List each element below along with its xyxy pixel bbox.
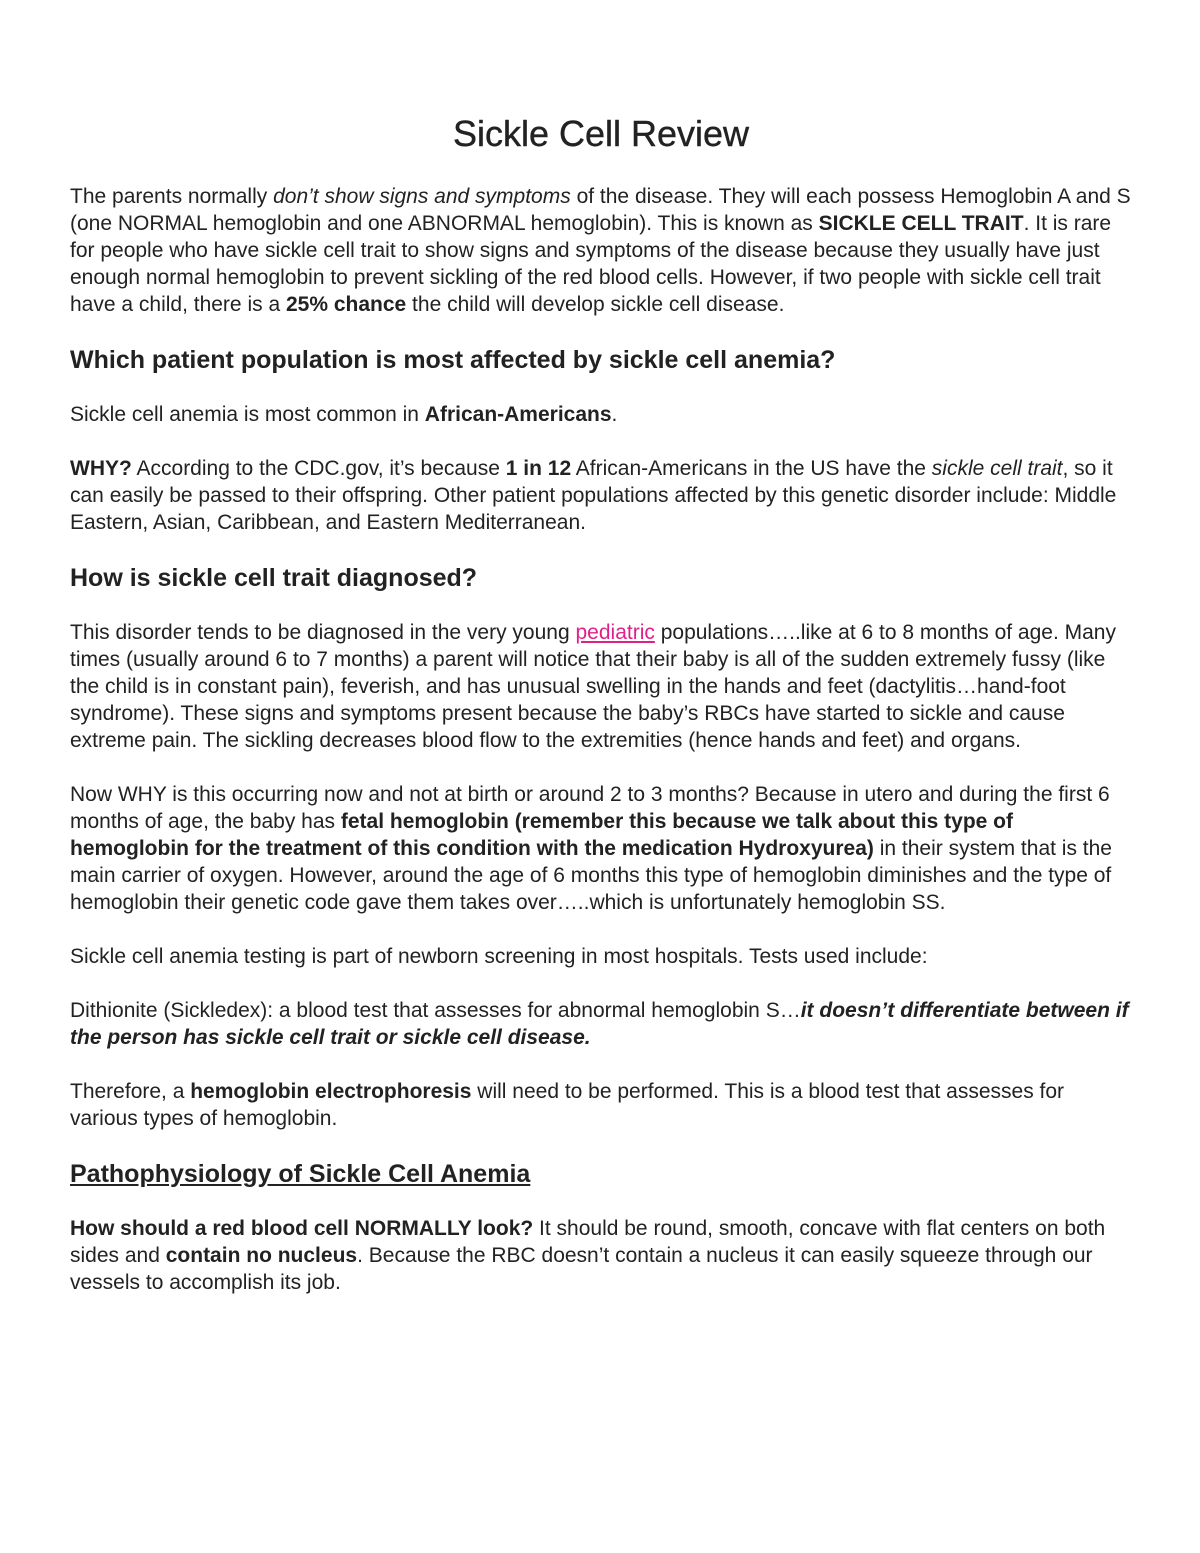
paragraph-sickle-cell-trait: [70, 183, 1132, 318]
heading-diagnosed: How is sickle cell trait diagnosed?: [70, 564, 478, 593]
document-page: [70, 112, 1132, 1323]
text: Therefore, a: [70, 1080, 191, 1104]
bold-text: African-Americans: [424, 403, 612, 427]
bold-text: WHY?: [70, 457, 132, 481]
text: This disorder tends to be diagnosed in the very young: [70, 621, 576, 645]
text: . It is rare for people who have sickle cell trait to show signs and symptoms of the disease because they usually have just enough normal hemoglobin to prevent sickling of the red blood cells. However, if two people with sickle cell trait have a child, there is a: [70, 212, 1112, 317]
text: , so it can easily be passed to their offspring. Other patient populations affected by this genetic disorder include: Middle Eastern, Asian, Caribbean, and Eastern Mediterranean.: [70, 457, 1117, 535]
text: According to the CDC.gov, it’s because: [131, 457, 506, 481]
text: populations…..like at 6 to 8 months of age. Many times (usually around 6 to 7 months) a parent will notice that their baby is all of the sudden extremely fussy (like the child is in constant pain), feverish, and has unusual swelling in the hands and feet (dactylitis…hand-foot syndrome). These signs and symptoms present because the baby’s RBCs have started to sickle and cause extreme pain. The sickling decreases blood flow to the extremities (hence hands and feet) and organs.: [70, 621, 1116, 753]
bold-text: 25% chance: [285, 293, 407, 317]
bold-text: 1 in 12: [505, 457, 572, 481]
bold-text: contain no nucleus: [165, 1244, 358, 1268]
paragraph-dithionite: [70, 997, 1132, 1051]
text: The parents normally: [70, 185, 274, 209]
text: the child will develop sickle cell disease.: [406, 293, 785, 317]
bold-text: fetal hemoglobin (remember this because we talk about this type of hemoglobin for the treatment of this condition with the medication Hydroxyurea): [70, 810, 1013, 861]
text: .: [611, 403, 618, 427]
text: Dithionite (Sickledex): a blood test that assesses for abnormal hemoglobin S…: [70, 999, 801, 1023]
bold-text: How should a red blood cell NORMALLY look?: [70, 1217, 534, 1241]
bold-text: SICKLE CELL TRAIT: [818, 212, 1024, 236]
text: of the disease. They will each possess Hemoglobin A and S (one NORMAL hemoglobin and one ABNORMAL hemoglobin). This is known as: [70, 185, 1131, 236]
bold-italic-inner: it doesn’t differentiate between if the person has sickle cell trait or sickle cell disease.: [70, 999, 1129, 1050]
paragraph-diagnosis-age: [70, 619, 1132, 754]
paragraph-newborn-screening: Sickle cell anemia testing is part of newborn screening in most hospitals. Tests used include:: [70, 945, 928, 969]
document-title: Sickle Cell Review: [452, 113, 750, 154]
paragraph-why: [70, 455, 1132, 536]
italic-text: don’t show signs and symptoms: [273, 185, 571, 209]
text: will need to be performed. This is a blood test that assesses for various types of hemoglobin.: [70, 1080, 1065, 1131]
text: Sickle cell anemia is most common in: [70, 403, 425, 427]
text: Now WHY is this occurring now and not at birth or around 2 to 3 months? Because in utero and during the first 6 months of age, the baby has: [70, 783, 1110, 834]
pediatric-link[interactable]: pediatric: [575, 621, 655, 645]
paragraph-electrophoresis: [70, 1078, 1132, 1132]
text: in their system that is the main carrier of oxygen. However, around the age of 6 months this type of hemoglobin diminishes and the type of hemoglobin their genetic code gave them takes over…..which is unfortunately hemoglobin SS.: [70, 837, 1112, 915]
paragraph-fetal-hemoglobin: [70, 781, 1132, 916]
paragraph-most-common: [70, 401, 1132, 428]
text: It should be round, smooth, concave with flat centers on both sides and: [70, 1217, 1106, 1268]
text: African-Americans in the US have the: [571, 457, 932, 481]
heading-pathophysiology: Pathophysiology of Sickle Cell Anemia: [70, 1160, 531, 1189]
heading-patient-population: Which patient population is most affected by sickle cell anemia?: [70, 346, 836, 375]
text: . Because the RBC doesn’t contain a nucleus it can easily squeeze through our vessels to accomplish its job.: [70, 1244, 1093, 1295]
italic-text: sickle cell trait: [931, 457, 1063, 481]
paragraph-normal-rbc: [70, 1215, 1132, 1296]
bold-text: hemoglobin electrophoresis: [190, 1080, 472, 1104]
